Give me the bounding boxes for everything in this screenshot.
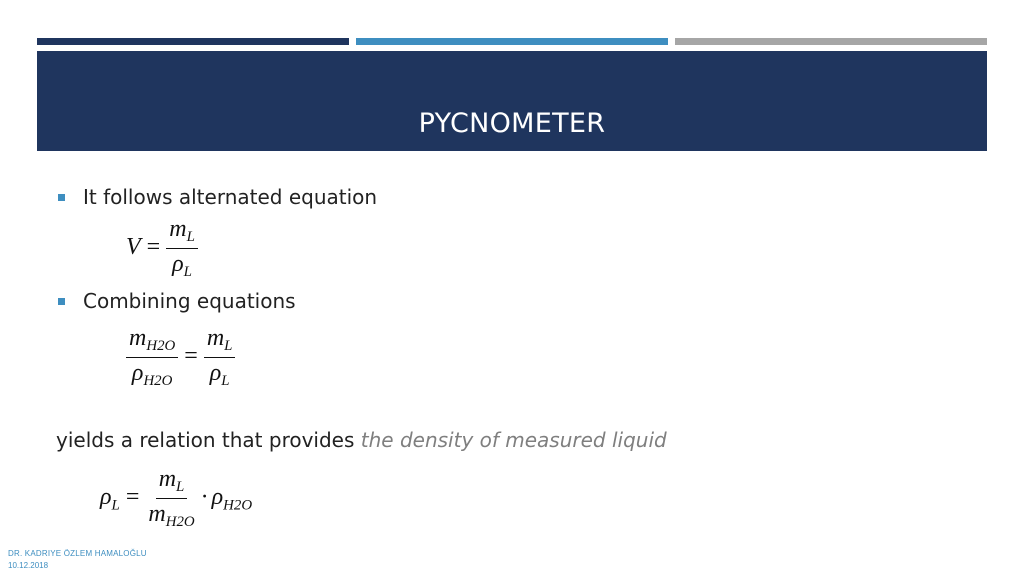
eq-operator: = — [146, 234, 161, 261]
eq-symbol: ρ — [209, 360, 222, 387]
equation-density — [100, 466, 252, 531]
accent-bar-gray — [675, 38, 987, 45]
eq-symbol: m — [158, 466, 177, 492]
eq-symbol: m — [206, 325, 225, 351]
footer-author: DR. KADRIYE ÖZLEM HAMALOĞLU — [8, 549, 147, 558]
bullet-square-icon — [58, 194, 65, 201]
equation-volume — [126, 216, 198, 281]
eq-subscript: L — [176, 479, 185, 496]
eq-symbol: ρ — [211, 484, 224, 511]
bullet-text: It follows alternated equation — [83, 185, 378, 209]
eq-symbol: m — [148, 501, 166, 528]
eq-operator: · — [200, 484, 209, 511]
yields-text: yields a relation that provides — [56, 428, 361, 452]
bullet-text: Combining equations — [83, 289, 296, 313]
yields-emphasis: the density of measured liquid — [360, 428, 667, 452]
eq-subscript: L — [224, 338, 233, 355]
eq-subscript: L — [111, 497, 120, 514]
bullet-square-icon — [58, 298, 65, 305]
eq-subscript: H2O — [223, 497, 253, 514]
bullet-item — [58, 185, 377, 209]
slide-title: PYCNOMETER — [418, 108, 606, 139]
bullet-item — [58, 289, 296, 313]
eq-fraction — [126, 325, 178, 390]
eq-operator: = — [125, 484, 140, 511]
eq-fraction — [166, 216, 198, 281]
eq-symbol: m — [129, 325, 147, 351]
eq-fraction — [204, 325, 236, 390]
eq-symbol: ρ — [172, 251, 184, 278]
eq-symbol: m — [169, 216, 187, 242]
accent-bar-navy — [37, 38, 349, 45]
eq-symbol: ρ — [100, 484, 112, 511]
eq-subscript: H2O — [146, 338, 176, 355]
eq-operator: = — [184, 343, 198, 370]
footer-date: 10.12.2018 — [8, 561, 49, 570]
eq-subscript: L — [221, 373, 230, 390]
eq-subscript: H2O — [165, 514, 195, 531]
yields-sentence — [56, 428, 667, 452]
equation-combined — [126, 325, 235, 390]
eq-subscript: L — [183, 264, 192, 281]
eq-subscript: H2O — [143, 373, 173, 390]
eq-symbol: V — [126, 234, 141, 261]
eq-symbol: ρ — [131, 360, 144, 387]
accent-bar-blue — [356, 38, 668, 45]
eq-fraction — [145, 466, 197, 531]
eq-subscript: L — [186, 229, 195, 246]
